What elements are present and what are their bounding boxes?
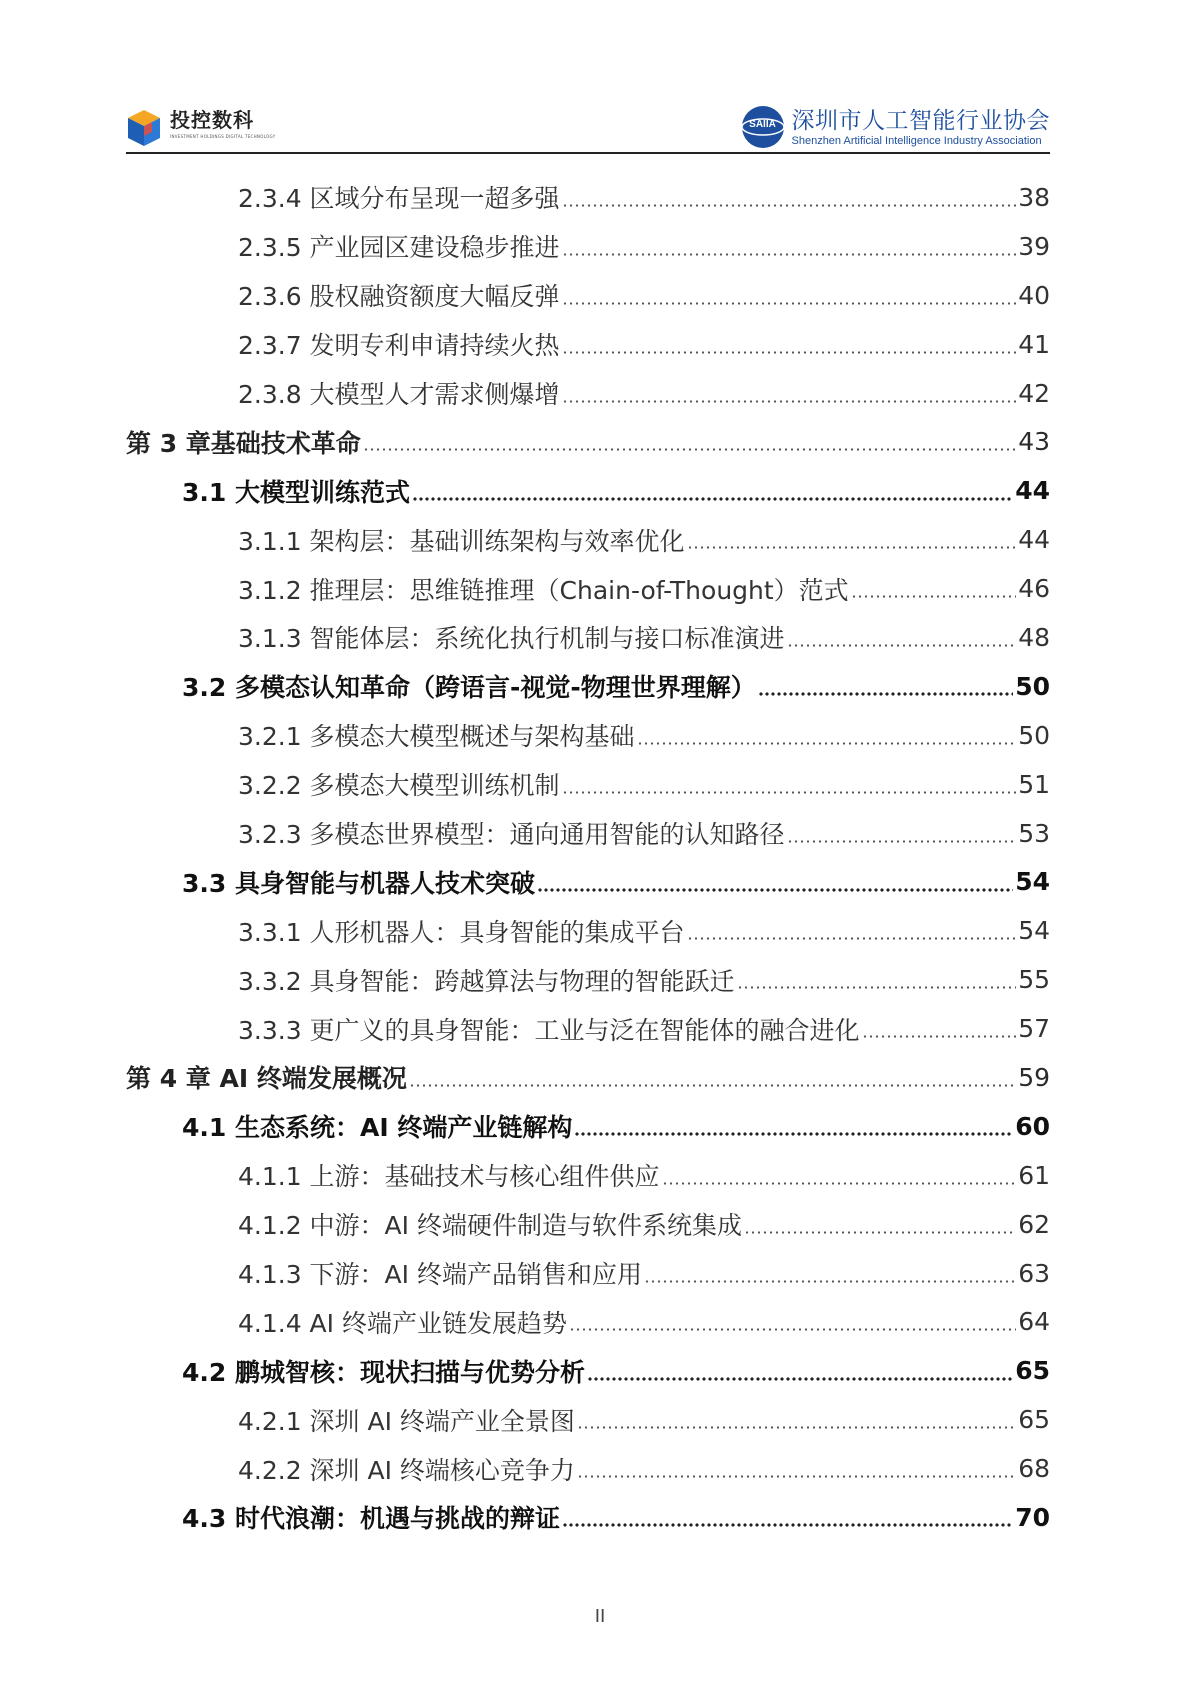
toc-entry-page: 55 bbox=[1018, 965, 1050, 995]
toc-entry[interactable] bbox=[126, 711, 1050, 760]
toc-entry[interactable] bbox=[126, 1053, 1050, 1102]
toc-entry-page: 54 bbox=[1015, 867, 1050, 897]
dot-leader bbox=[577, 1475, 1016, 1478]
toc-entry-page: 54 bbox=[1018, 916, 1050, 946]
dot-leader bbox=[637, 742, 1017, 745]
dot-leader bbox=[687, 546, 1017, 549]
dot-leader bbox=[562, 791, 1017, 794]
toc-entry-page: 61 bbox=[1018, 1160, 1050, 1190]
toc-entry-page: 53 bbox=[1018, 818, 1050, 848]
toc-entry-page: 46 bbox=[1018, 574, 1050, 604]
dot-leader bbox=[687, 937, 1017, 940]
toc-entry-label: 4.2.2 深圳 AI 终端核心竞争力 bbox=[238, 1455, 575, 1485]
saiia-badge-text: SAIIA bbox=[749, 119, 776, 130]
dot-leader bbox=[412, 497, 1013, 501]
toc-entry[interactable] bbox=[126, 466, 1050, 515]
dot-leader bbox=[862, 1035, 1017, 1038]
dot-leader bbox=[574, 1132, 1013, 1136]
dot-leader bbox=[562, 253, 1017, 256]
page-header bbox=[126, 104, 1050, 156]
toc-entry-label: 4.2 鹏城智核：现状扫描与优势分析 bbox=[182, 1357, 585, 1387]
toc-entry-label: 3.2 多模态认知革命（跨语言-视觉-物理世界理解） bbox=[182, 673, 756, 703]
toc-entry-page: 59 bbox=[1018, 1062, 1050, 1092]
toc-entry-page: 50 bbox=[1015, 671, 1050, 701]
toc-entry-label: 第 3 章基础技术革命 bbox=[126, 428, 361, 458]
toc-entry[interactable] bbox=[126, 809, 1050, 858]
dot-leader bbox=[562, 302, 1017, 305]
toc-entry[interactable] bbox=[126, 760, 1050, 809]
toc-entry-label: 4.2.1 深圳 AI 终端产业全景图 bbox=[238, 1406, 575, 1436]
dot-leader bbox=[562, 1523, 1013, 1527]
investment-holdings-logo bbox=[126, 108, 275, 148]
saiia-badge-icon bbox=[740, 104, 786, 150]
toc-entry-page: 44 bbox=[1015, 476, 1050, 506]
toc-entry[interactable] bbox=[126, 662, 1050, 711]
toc-entry[interactable] bbox=[126, 613, 1050, 662]
toc-entry-label: 3.1.3 智能体层：系统化执行机制与接口标准演进 bbox=[238, 624, 785, 654]
toc-entry-page: 62 bbox=[1018, 1209, 1050, 1239]
table-of-contents bbox=[126, 173, 1050, 1542]
header-divider bbox=[126, 152, 1050, 154]
toc-entry-page: 64 bbox=[1018, 1307, 1050, 1337]
page-number: II bbox=[594, 1606, 606, 1627]
toc-entry-page: 60 bbox=[1015, 1111, 1050, 1141]
toc-entry[interactable] bbox=[126, 1200, 1050, 1249]
toc-entry[interactable] bbox=[126, 320, 1050, 369]
logo-text: 投控数科 bbox=[170, 108, 254, 132]
toc-entry-label: 4.1.2 中游：AI 终端硬件制造与软件系统集成 bbox=[238, 1211, 742, 1241]
dot-leader bbox=[851, 595, 1017, 598]
toc-entry[interactable] bbox=[126, 1346, 1050, 1395]
toc-entry-page: 42 bbox=[1018, 378, 1050, 408]
dot-leader bbox=[787, 840, 1017, 843]
association-name-cn: 深圳市人工智能行业协会 bbox=[791, 107, 1050, 134]
toc-entry-label: 4.1.3 下游：AI 终端产品销售和应用 bbox=[238, 1260, 642, 1290]
toc-entry[interactable] bbox=[126, 1493, 1050, 1542]
toc-entry-label: 4.1.4 AI 终端产业链发展趋势 bbox=[238, 1308, 567, 1338]
toc-entry[interactable] bbox=[126, 955, 1050, 1004]
toc-entry[interactable] bbox=[126, 1395, 1050, 1444]
dot-leader bbox=[537, 888, 1013, 892]
dot-leader bbox=[562, 351, 1017, 354]
toc-entry-page: 50 bbox=[1018, 720, 1050, 750]
toc-entry-page: 39 bbox=[1018, 231, 1050, 261]
logo-subtext: INVESTMENT HOLDINGS DIGITAL TECHNOLOGY bbox=[170, 134, 276, 139]
dot-leader bbox=[562, 400, 1017, 403]
toc-entry[interactable] bbox=[126, 417, 1050, 466]
toc-entry[interactable] bbox=[126, 1444, 1050, 1493]
toc-entry[interactable] bbox=[126, 173, 1050, 222]
dot-leader bbox=[587, 1377, 1013, 1381]
toc-entry-label: 2.3.5 产业园区建设稳步推进 bbox=[238, 233, 560, 263]
toc-entry[interactable] bbox=[126, 1004, 1050, 1053]
toc-entry-label: 3.2.1 多模态大模型概述与架构基础 bbox=[238, 722, 635, 752]
toc-entry-page: 65 bbox=[1018, 1405, 1050, 1435]
toc-entry[interactable] bbox=[126, 857, 1050, 906]
toc-entry-page: 70 bbox=[1015, 1502, 1050, 1532]
dot-leader bbox=[644, 1280, 1016, 1283]
toc-entry[interactable] bbox=[126, 564, 1050, 613]
toc-entry-label: 3.1.2 推理层：思维链推理（Chain-of-Thought）范式 bbox=[238, 575, 849, 605]
toc-entry[interactable] bbox=[126, 1151, 1050, 1200]
toc-entry-label: 第 4 章 AI 终端发展概况 bbox=[126, 1064, 407, 1094]
toc-entry[interactable] bbox=[126, 1102, 1050, 1151]
toc-entry-page: 43 bbox=[1018, 427, 1050, 457]
toc-entry-label: 3.1.1 架构层：基础训练架构与效率优化 bbox=[238, 526, 685, 556]
dot-leader bbox=[363, 448, 1016, 451]
toc-entry-page: 41 bbox=[1018, 329, 1050, 359]
toc-entry-page: 51 bbox=[1018, 769, 1050, 799]
toc-entry-page: 65 bbox=[1015, 1356, 1050, 1386]
toc-entry[interactable] bbox=[126, 222, 1050, 271]
toc-entry-page: 68 bbox=[1018, 1454, 1050, 1484]
dot-leader bbox=[562, 204, 1017, 207]
toc-entry-page: 63 bbox=[1018, 1258, 1050, 1288]
toc-entry-label: 3.1 大模型训练范式 bbox=[182, 477, 410, 507]
toc-entry[interactable] bbox=[126, 515, 1050, 564]
toc-entry[interactable] bbox=[126, 369, 1050, 418]
dot-leader bbox=[758, 692, 1013, 696]
toc-entry-label: 2.3.7 发明专利申请持续火热 bbox=[238, 331, 560, 361]
toc-entry-label: 2.3.6 股权融资额度大幅反弹 bbox=[238, 282, 560, 312]
toc-entry[interactable] bbox=[126, 271, 1050, 320]
toc-entry-page: 48 bbox=[1018, 622, 1050, 652]
saiia-logo bbox=[740, 104, 1051, 150]
toc-entry-label: 4.1 生态系统：AI 终端产业链解构 bbox=[182, 1113, 573, 1143]
toc-entry-page: 44 bbox=[1018, 525, 1050, 555]
dot-leader bbox=[744, 1231, 1016, 1234]
toc-entry-label: 4.1.1 上游：基础技术与核心组件供应 bbox=[238, 1162, 660, 1192]
dot-leader bbox=[409, 1084, 1016, 1087]
toc-entry[interactable] bbox=[126, 1249, 1050, 1298]
dot-leader bbox=[737, 986, 1017, 989]
dot-leader bbox=[662, 1182, 1017, 1185]
cube-logo-icon bbox=[126, 108, 162, 148]
toc-entry[interactable] bbox=[126, 906, 1050, 955]
toc-entry-page: 38 bbox=[1018, 182, 1050, 212]
toc-entry-label: 3.2.3 多模态世界模型：通向通用智能的认知路径 bbox=[238, 820, 785, 850]
toc-entry-page: 40 bbox=[1018, 280, 1050, 310]
association-name-en: Shenzhen Artificial Intelligence Industry Association bbox=[791, 134, 1042, 147]
dot-leader bbox=[787, 644, 1017, 647]
dot-leader bbox=[569, 1328, 1016, 1331]
toc-entry-label: 3.2.2 多模态大模型训练机制 bbox=[238, 771, 560, 801]
toc-entry-label: 3.3.3 更广义的具身智能：工业与泛在智能体的融合进化 bbox=[238, 1015, 860, 1045]
toc-entry-label: 2.3.8 大模型人才需求侧爆增 bbox=[238, 380, 560, 409]
dot-leader bbox=[577, 1426, 1016, 1429]
toc-entry-label: 4.3 时代浪潮：机遇与挑战的辩证 bbox=[182, 1504, 560, 1534]
toc-entry-label: 3.3 具身智能与机器人技术突破 bbox=[182, 868, 535, 898]
toc-entry-label: 3.3.2 具身智能：跨越算法与物理的智能跃迁 bbox=[238, 966, 735, 996]
toc-entry-label: 3.3.1 人形机器人：具身智能的集成平台 bbox=[238, 917, 685, 947]
toc-entry-page: 57 bbox=[1018, 1014, 1050, 1044]
toc-entry[interactable] bbox=[126, 1297, 1050, 1346]
toc-entry-label: 2.3.4 区域分布呈现一超多强 bbox=[238, 184, 560, 214]
